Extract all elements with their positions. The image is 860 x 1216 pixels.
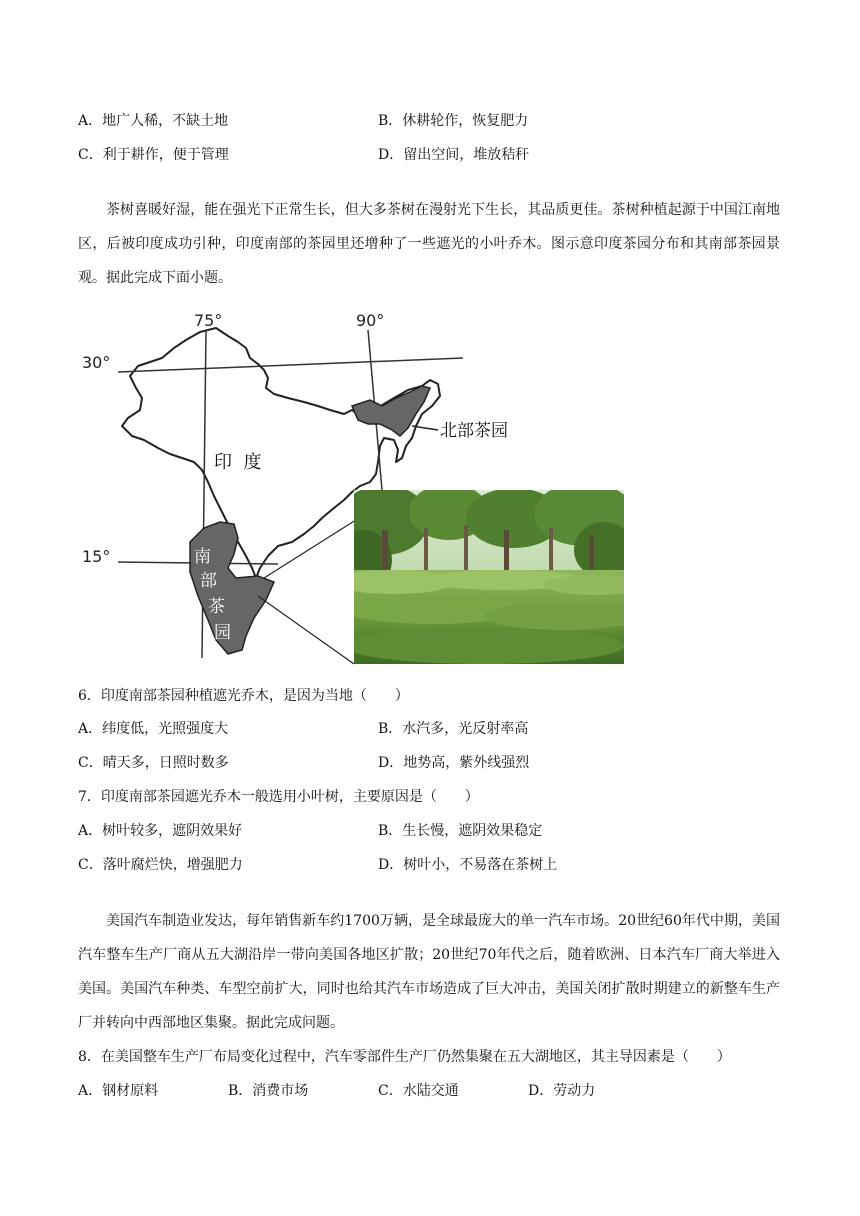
country-label: 印 度 (214, 452, 262, 473)
south-garden-char-4: 园 (214, 623, 231, 643)
south-garden-char-2: 部 (200, 571, 217, 591)
q6-option-c: C．晴天多，日照时数多 (78, 755, 229, 771)
lon-75-label: 75° (194, 311, 223, 330)
lat-15-label: 15° (82, 547, 111, 566)
south-garden-char-1: 南 (194, 547, 211, 567)
q7-option-c: C．落叶腐烂快，增强肥力 (78, 857, 243, 873)
q5-option-d: D．留出空间，堆放秸秆 (378, 147, 530, 163)
q6-option-a: A．纬度低，光照强度大 (78, 721, 229, 737)
q5-option-c: C．利于耕作，便于管理 (78, 147, 229, 163)
south-garden-char-3: 茶 (208, 597, 225, 617)
tea-passage: 茶树喜暖好湿，能在强光下正常生长，但大多茶树在漫射光下生长，其品质更佳。茶树种植起源于中国江南地区，后被印度成功引种，印度南部的茶园里还增种了一些遮光的小叶乔木。图示意印度茶园分布和其南部茶园景观。据此完成下面小题。 (78, 202, 780, 286)
south-tea-garden-photo (354, 490, 624, 664)
q8-option-d: D．劳动力 (528, 1083, 596, 1099)
q8-option-a: A．钢材原料 (78, 1083, 159, 1099)
q7-option-a: A．树叶较多，遮阴效果好 (78, 823, 243, 839)
lat-30-label: 30° (82, 353, 111, 372)
photo-callout-bottom (258, 596, 354, 664)
north-garden-label: 北部茶园 (440, 421, 508, 441)
q6-option-d: D．地势高，紫外线强烈 (378, 755, 530, 771)
q6-stem: 6．印度南部茶园种植遮光乔木，是因为当地（ ） (78, 688, 409, 704)
q8-stem: 8．在美国整车生产厂布局变化过程中，汽车零部件生产厂仍然集聚在五大湖地区，其主导因素是（ ） (78, 1049, 731, 1065)
q7-option-d: D．树叶小，不易落在茶树上 (378, 857, 558, 873)
q5-option-b: B．休耕轮作，恢复肥力 (378, 113, 529, 129)
q7-stem: 7．印度南部茶园遮光乔木一般选用小叶树，主要原因是（ ） (78, 789, 479, 805)
q5-option-a: A．地广人稀，不缺土地 (78, 113, 229, 129)
q7-option-b: B．生长慢，遮阴效果稳定 (378, 823, 543, 839)
lon-90-label: 90° (356, 311, 385, 330)
auto-passage: 美国汽车制造业发达，每年销售新车约1700万辆，是全球最庞大的单一汽车市场。20世纪60年代中期，美国汽车整车生产厂商从五大湖沿岸一带向美国各地区扩散；20世纪70年代之后，随着欧洲、日本汽车厂商大举进入美国。美国汽车种类、车型空前扩大，同时也给其汽车市场造成了巨大冲击，美国关闭扩散时期建立的新整车生产厂并转向中西部地区集聚。据此完成问题。 (78, 913, 780, 1031)
q8-option-c: C．水陆交通 (378, 1083, 459, 1099)
q8-option-b: B．消费市场 (228, 1083, 309, 1099)
q6-option-b: B．水汽多，光反射率高 (378, 721, 529, 737)
